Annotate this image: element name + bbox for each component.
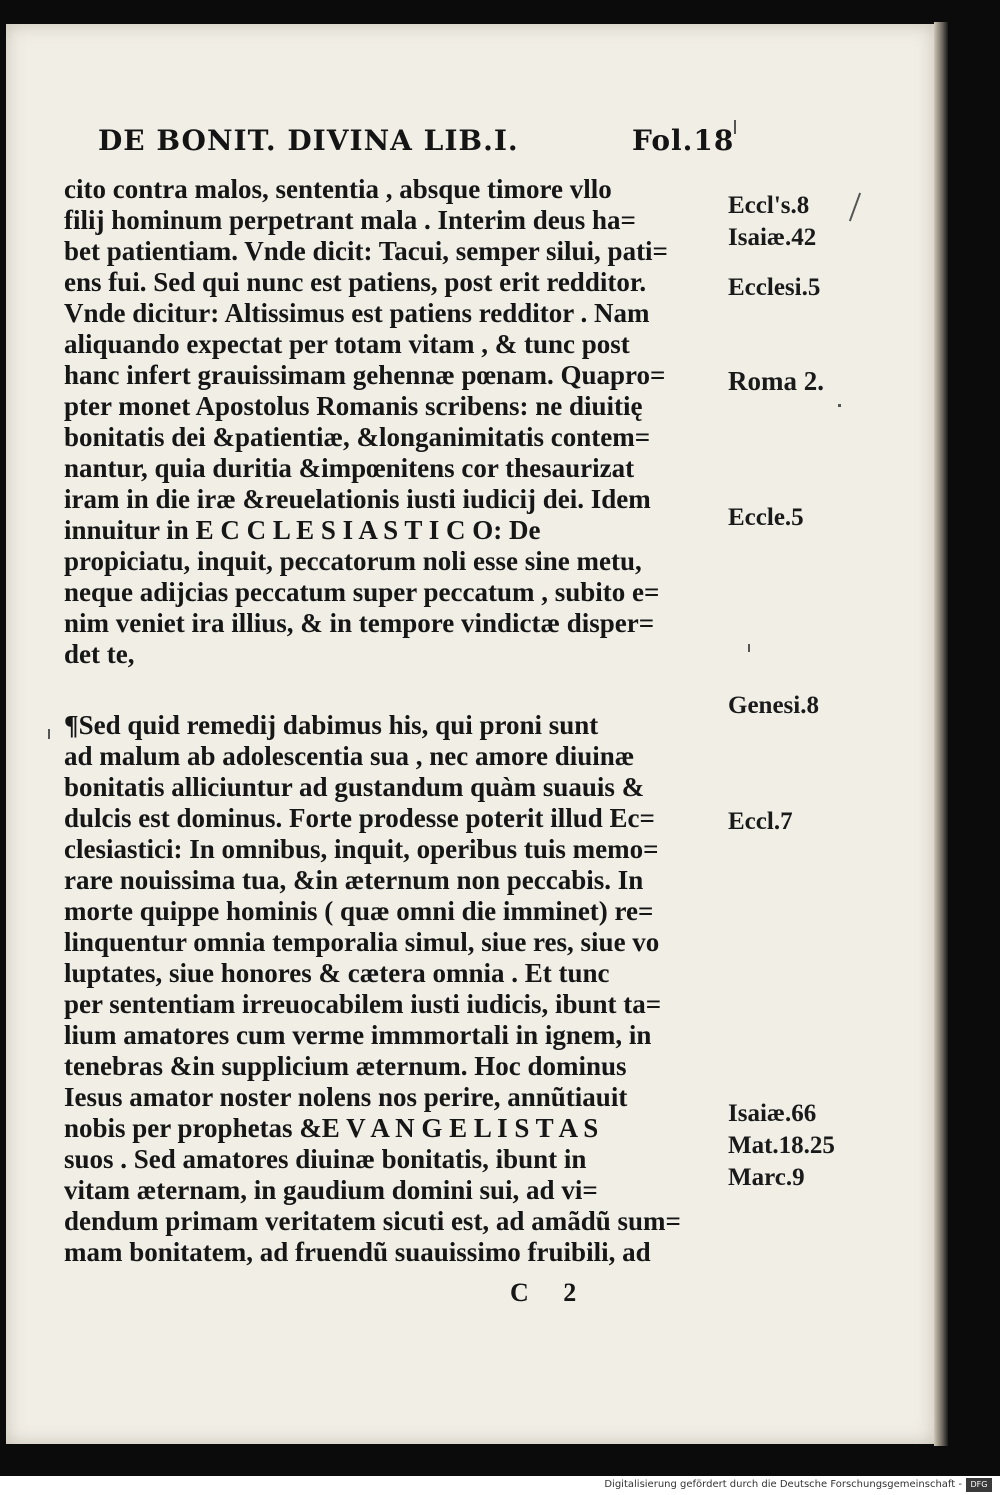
text-line: bet patientiam. Vnde dicit: Tacui, semper silui, pati= [64, 236, 668, 266]
marginal-reference: Isaiæ.42 [728, 224, 817, 251]
text-line: rare nouissima tua, &in æternum non peccabis. In [64, 865, 644, 895]
text-line: linquentur omnia temporalia simul, siue res, siue vo [64, 927, 660, 957]
text-line: luptates, siue honores & cætera omnia . Et tunc [64, 958, 610, 988]
text-line: iram in die iræ &reuelationis iusti iudicij dei. Idem [64, 484, 651, 514]
marginal-reference: Mat.18.25 [728, 1132, 835, 1159]
text-line: suos . Sed amatores diuinæ bonitatis, ibunt in [64, 1144, 587, 1174]
text-line: cito contra malos, sententia , absque timore vllo [64, 174, 612, 204]
marginal-reference: Roma 2. [728, 366, 824, 396]
text-line: hanc infert grauissimam gehennæ pœnam. Quapro= [64, 360, 666, 390]
page-edge [934, 22, 948, 1446]
book-page [6, 24, 934, 1444]
text-line: dulcis est dominus. Forte prodesse poterit illud Ec= [64, 803, 655, 833]
signature-mark: C 2 [510, 1278, 591, 1307]
text-line: ens fui. Sed qui nunc est patiens, post erit redditor. [64, 267, 647, 297]
marginal-reference: Eccle.5 [728, 504, 804, 531]
text-line: per sententiam irreuocabilem iusti iudicis, ibunt ta= [64, 989, 662, 1019]
text-line: nobis per prophetas &E V A N G E L I S T A S [64, 1113, 599, 1143]
text-line: Vnde dicitur: Altissimus est patiens redditor . Nam [64, 298, 650, 328]
text-line: bonitatis dei &patientiæ, &longanimitatis contem= [64, 422, 651, 452]
dfg-logo: DFG [966, 1478, 992, 1492]
text-line: nim veniet ira illius, & in tempore vindictæ disper= [64, 608, 655, 638]
text-line: dendum primam veritatem sicuti est, ad amãdũ sum= [64, 1206, 681, 1236]
funding-credit: Digitalisierung gefördert durch die Deutsche Forschungsgemeinschaft - [604, 1479, 962, 1490]
text-line: morte quippe hominis ( quæ omni die imminet) re= [64, 896, 654, 926]
text-line: innuitur in E C C L E S I A S T I C O: De [64, 515, 541, 545]
text-line: neque adijcias peccatum super peccatum , subito e= [64, 577, 660, 607]
text-line: aliquando expectat per totam vitam , & tunc post [64, 329, 630, 359]
marginal-reference: Ecclesi.5 [728, 274, 821, 301]
marginal-reference: Eccl.7 [728, 808, 793, 835]
marginal-reference: Isaiæ.66 [728, 1100, 817, 1127]
text-line: ad malum ab adolescentia sua , nec amore diuinæ [64, 741, 635, 771]
text-line: nantur, quia duritia &impœnitens cor thesaurizat [64, 453, 635, 483]
text-line: filij hominum perpetrant mala . Interim deus ha= [64, 205, 636, 235]
text-line: mam bonitatem, ad fruendũ suauissimo fruibili, ad [64, 1237, 651, 1267]
text-line: lium amatores cum verme immmortali in ignem, in [64, 1020, 652, 1050]
marginal-reference: Genesi.8 [728, 692, 819, 719]
text-line: pter monet Apostolus Romanis scribens: ne diuitię [64, 391, 643, 421]
marginal-reference: Eccl's.8 [728, 192, 810, 219]
folio-number: Fol.18 [632, 124, 735, 157]
text-line: propiciatu, inquit, peccatorum noli esse sine metu, [64, 546, 642, 576]
text-line: vitam æternam, in gaudium domini sui, ad vi= [64, 1175, 598, 1205]
text-line: Iesus amator noster nolens nos perire, annũtiauit [64, 1082, 628, 1112]
text-line: ¶Sed quid remedij dabimus his, qui proni sunt [64, 710, 599, 740]
text-line: clesiastici: In omnibus, inquit, operibus tuis memo= [64, 834, 659, 864]
footer-bar [0, 1476, 1000, 1495]
text-line: tenebras &in supplicium æternum. Hoc dominus [64, 1051, 627, 1081]
text-line: det te, [64, 639, 135, 669]
running-title: DE BONIT. DIVINA LIB.I. [98, 124, 519, 157]
text-line: bonitatis alliciuntur ad gustandum quàm suauis & [64, 772, 645, 802]
marginal-reference: Marc.9 [728, 1164, 805, 1191]
